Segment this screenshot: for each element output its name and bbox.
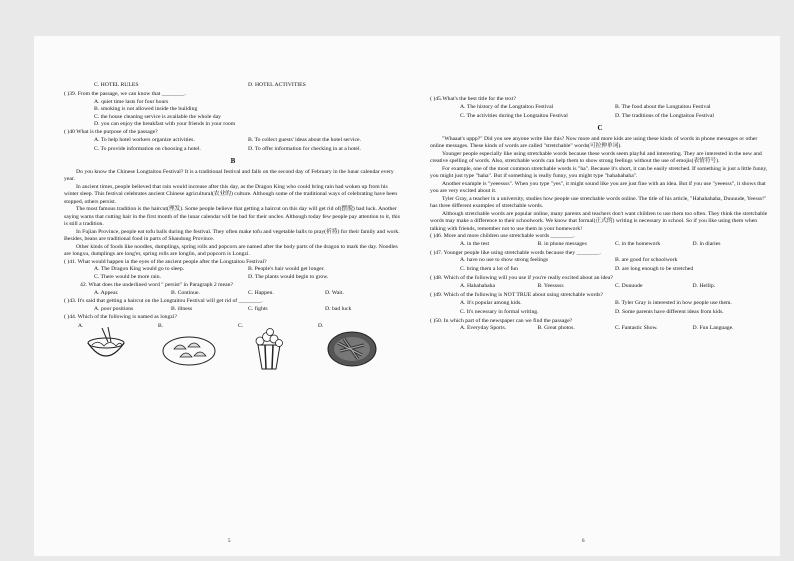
q50-a: A. Everyday Sports. xyxy=(460,325,507,332)
q45-b: B. The food about the Longtaitou Festival xyxy=(615,103,711,110)
q44-option-c xyxy=(238,325,300,371)
q41-row1 xyxy=(64,266,402,274)
q48-b: B. Yeesssss xyxy=(537,283,564,290)
q44-label-c: C. xyxy=(238,323,244,330)
q45-d: D. The traditions of the Longtaitou Festival xyxy=(615,112,714,119)
passage-c-p5: Tyler Gray, a teacher in a university, studies how people use stretchable words online. The title of his article, "Hahahahaha, Duuuude, Yeesss!" has three different examples of stretchable words. xyxy=(430,195,767,210)
passage-b-p5: Other kinds of foods like noodles, dumplings, spring rolls and popcorn are named after the body parts of the dragon to mark the day. Noodles are longxu, dumplings are long'er, spring rolls are longlin, and popcorn is Longzi. xyxy=(64,243,398,258)
option-c: C. HOTEL RULES xyxy=(94,82,139,88)
q39-a: A. quiet time lasts for four hours xyxy=(94,98,169,105)
q46-a: A. in the test xyxy=(460,240,490,247)
passage-c-p3: For example, one of the most common stretchable words is "ha". Because it's short, it can be easily stretched. If something is just a little funny, you might just type "haha". But if something is really funny, you might type "hahahahaha". xyxy=(430,165,768,180)
q50-stem: ( )50. In which part of the newspaper can we find the passage? xyxy=(430,317,573,324)
passage-b-p4: In Fujian Province, people eat tofu balls during the festival. They often make tofu and vegetable balls to pray(祈祷) for their family and work. Besides, beans are traditional food in parts of Shandong Province. xyxy=(64,228,400,243)
q46-d: D. in diaries xyxy=(692,240,721,247)
passage-c-p1: "Whaaat's uppp?" Did you see anyone write like this? Now more and more kids are using these kinds of words in phone messages or other online messages. These kinds of words are called "stretchable" words(可拉伸单词). xyxy=(430,135,758,150)
q50-b: B. Great photos. xyxy=(537,325,575,332)
q40-b: B. To collect guests' ideas about the hotel service. xyxy=(248,136,361,143)
q44-option-a xyxy=(78,325,140,371)
q45-row2 xyxy=(430,113,770,122)
q46-c: C. in the homework xyxy=(615,240,661,247)
q41-a: A. The Dragon King would go to sleep. xyxy=(94,266,185,273)
passage-b-p2: In ancient times, people believed that rain would increase after this day, as the Dragon King who could bring rain had woken up from his winter sleep. This festival celebrates ancient Chinese agricultural(农业的) culture. Although some of the traditional ways of celebrating have been stopped, others persist. xyxy=(64,183,398,205)
q40-c: C. To provide information on choosing a hotel. xyxy=(94,145,201,152)
page-number-left: 5 xyxy=(228,539,231,544)
q49-row1 xyxy=(430,300,770,309)
q49-d: D. Some parents have different ideas from kids. xyxy=(615,308,724,315)
q44-pictures xyxy=(64,325,402,371)
q44-label-a: A. xyxy=(78,323,84,330)
page-left xyxy=(64,82,402,371)
q42-options xyxy=(64,290,402,298)
page-right xyxy=(430,96,770,334)
q49-b: B. Tyler Gray is interested in how people use them. xyxy=(615,299,732,306)
q40-row2 xyxy=(64,146,402,155)
q41-d: D. The plants would begin to grow. xyxy=(248,274,329,281)
q42-a: A. Appear. xyxy=(94,289,119,296)
q44-label-d: D. xyxy=(318,323,324,330)
q39-d: D. you can enjoy the breakfast with your friends in your room xyxy=(94,121,236,128)
q46-options xyxy=(430,241,770,250)
q42-stem: 42. What does the underlined word " persist" in Paragraph 2 mean? xyxy=(80,282,234,289)
q50-options xyxy=(430,325,770,334)
passage-b-p1: Do you know the Chinese Longtaitou Festival? It is a traditional festival and falls on the second day of February in the lunar calendar every year. xyxy=(64,168,394,183)
q42-c: C. Happen. xyxy=(248,289,274,296)
q48-d: D. Helllp. xyxy=(692,283,716,290)
q50-c: C. Fantastic Show. xyxy=(615,325,658,332)
q41-b: B. People's hair would get longer. xyxy=(248,266,325,273)
q50-d: D. Fun Language. xyxy=(692,325,734,332)
q41-stem: ( )41. What would happen in the eyes of the ancient people after the Longtaitou Festival? xyxy=(64,258,267,265)
q41-row2 xyxy=(64,274,402,282)
q43-b: B. illness xyxy=(171,305,193,312)
q49-c: C. It's necessary in formal writing. xyxy=(460,308,539,315)
passage-c-p6: Although stretchable words are popular online, many parents and teachers don't want children to use them too often. They think the stretchable words may make a difference to their schoolwork. We know that formal(正式的) writing is necessary in school. So if you like using them when talking with friends, remember not to use them in your homework! xyxy=(430,210,768,232)
q49-a: A. It's popular among kids. xyxy=(460,299,522,306)
q49-row2 xyxy=(430,309,770,318)
q41-c: C. There would be more rain. xyxy=(94,274,162,281)
q47-row2 xyxy=(430,266,770,275)
q39-c: C. the house cleaning service is available the whole day xyxy=(94,113,221,120)
q45-row1 xyxy=(430,104,770,113)
q46-stem: ( )46. More and more children use stretchable words ________. xyxy=(430,233,575,240)
q42-d: D. Wait. xyxy=(325,289,344,296)
q44-option-b xyxy=(158,325,220,371)
q47-a: A. have no use to show strong feelings xyxy=(460,257,549,264)
exam-sheet xyxy=(34,36,780,556)
passage-b-p3: The most famous tradition is the haircut(理发). Some people believe that getting a haircut on this day will get rid of(摆脱) bad luck. Another saying warns that cutting hair in the first month of the lunar calendar will be bad for their uncles. Although today few people pay attention to it, this is still a tradition. xyxy=(64,206,400,228)
q45-c: C. The activities during the Longtaitou Festival xyxy=(460,112,568,119)
section-c-heading: C xyxy=(597,123,603,132)
passage-c-p2: Younger people especially like using stretchable words because these words seem playful and interesting. They are interested in the new and creative spelling of words. Also, stretchable words can help them to show strong feelings without the use of emojis(表情符号). xyxy=(430,150,762,165)
q48-c: C. Duuuude xyxy=(615,283,643,290)
q39-b: B. smoking is not allowed inside the building xyxy=(94,106,198,113)
top-options xyxy=(64,82,402,91)
q47-c: C. bring them a lot of fun xyxy=(460,266,518,273)
q43-a: A. poor positions xyxy=(94,305,134,312)
q49-stem: ( )49. Which of the following is NOT TRUE about using stretchable words? xyxy=(430,292,603,299)
passage-c-p4: Another example is "yeeessss". When you type "yes", it might sound like you are just fine with an idea. But if you use "yeeesss", it shows that you are very excited about it. xyxy=(430,180,766,195)
q44-option-d xyxy=(318,325,380,371)
popcorn-icon xyxy=(238,325,300,371)
q40-a: A. To help hotel workers organize activities. xyxy=(94,136,195,143)
page-number-right: 6 xyxy=(582,539,585,544)
q47-b: B. are good for schoolwork xyxy=(615,257,678,264)
option-d: D. HOTEL ACTIVITIES xyxy=(248,82,306,88)
q45-a: A. The history of the Longtaitou Festival xyxy=(460,103,554,110)
q39-stem: ( )39. From the passage, we can know that ________. xyxy=(64,91,186,97)
q42-b: B. Continue. xyxy=(171,289,200,296)
dumplings-icon xyxy=(158,325,220,371)
noodles-icon xyxy=(78,325,140,371)
q44-stem: ( )44. Which of the following is named as longzi? xyxy=(64,313,177,320)
q40-d: D. To offer information for checking in at a hotel. xyxy=(248,145,361,152)
q48-options xyxy=(430,283,770,292)
section-b-heading: B xyxy=(230,156,236,165)
q43-stem: ( )43. It's said that getting a haircut on the Longtaitou Festival will get rid of ________. xyxy=(64,297,263,304)
q48-stem: ( )48. Which of the following will you use if you're really excited about an idea? xyxy=(430,275,613,282)
q47-d: D. are long enough to be stretched xyxy=(615,266,694,273)
q43-options xyxy=(64,306,402,314)
spring-rolls-icon xyxy=(318,325,380,371)
q43-d: D. bad luck xyxy=(325,305,352,312)
q44-label-b: B. xyxy=(158,323,164,330)
q40-row1 xyxy=(64,137,402,146)
q40-stem: ( )40 What is the purpose of the passage? xyxy=(64,128,158,135)
q46-b: B. in phone messages xyxy=(537,240,587,247)
q48-a: A. Hahahahaha xyxy=(460,283,496,290)
q43-c: C. fights xyxy=(248,305,268,312)
q45-stem: ( )45.What's the best title for the text? xyxy=(430,96,516,102)
q47-stem: ( )47. Younger people like using stretchable words because they ________. xyxy=(430,249,601,256)
